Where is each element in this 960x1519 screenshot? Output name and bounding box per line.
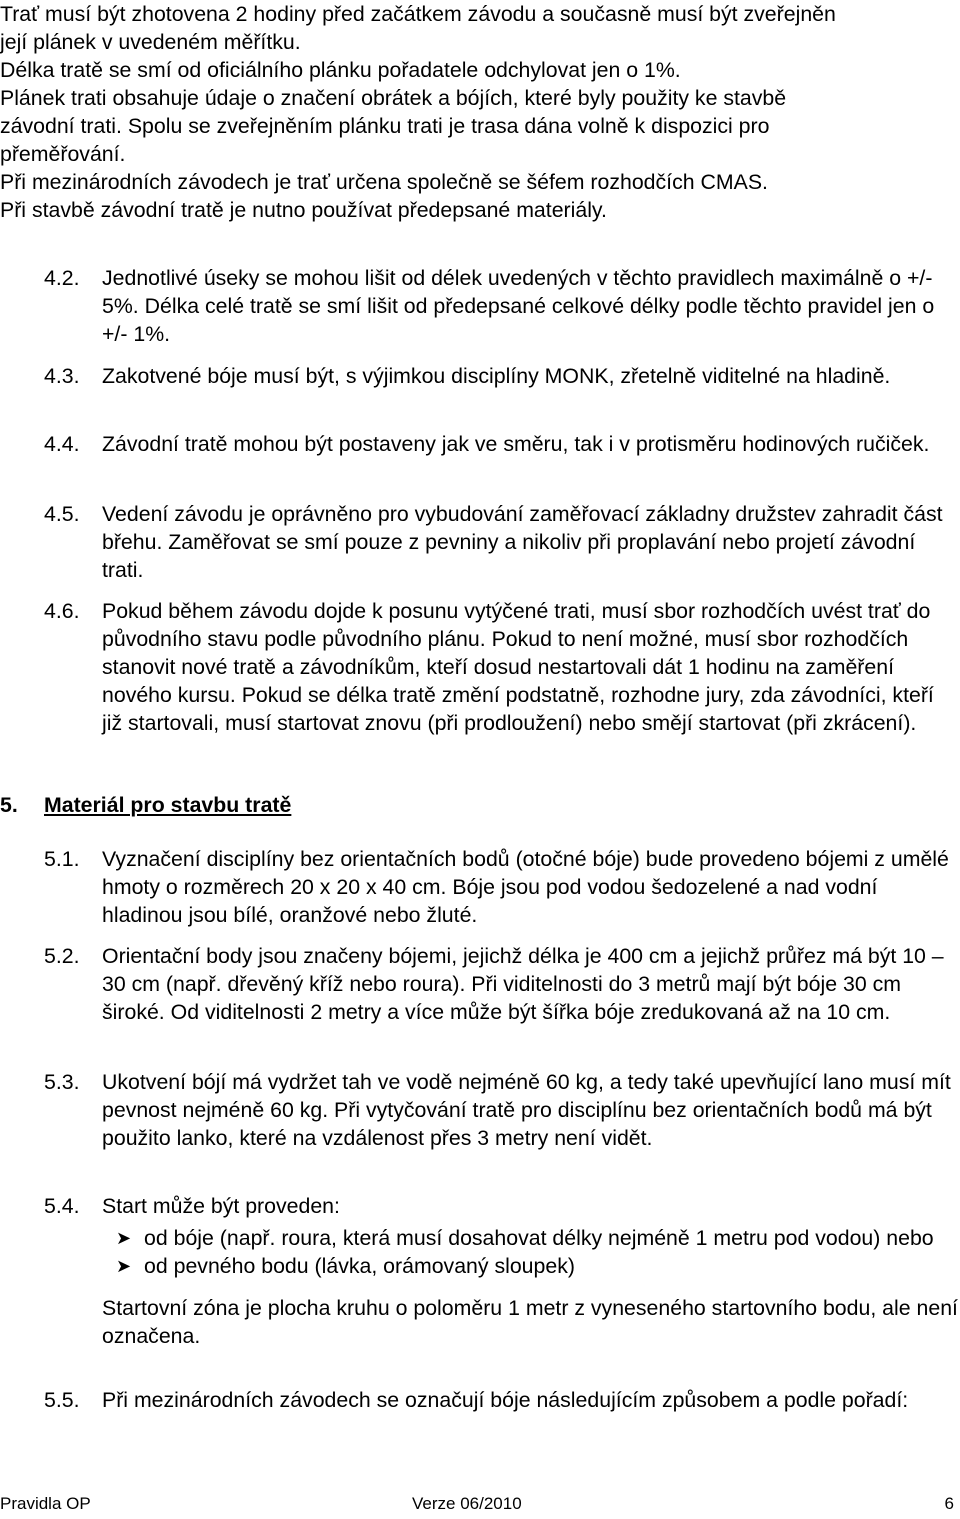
intro-paragraph: Délka tratě se smí od oficiálního plánku pořadatele odchylovat jen o 1%. — [0, 58, 681, 82]
section-item — [44, 264, 958, 348]
item-number: 5.1. — [44, 847, 80, 871]
item-number: 4.4. — [44, 432, 80, 456]
section-heading — [0, 791, 291, 819]
section-item — [44, 845, 958, 929]
arrow-bullet-icon: ➤ — [116, 1228, 132, 1248]
bullet-list — [102, 1224, 958, 1280]
item-number: 4.3. — [44, 364, 80, 388]
item-text: Závodní tratě mohou být postaveny jak ve směru, tak i v protisměru hodinových ručiček. — [102, 432, 930, 456]
item-number: 5.4. — [44, 1194, 80, 1218]
intro-paragraph: Plánek trati obsahuje údaje o značení obrátek a bójích, které byly použity ke stavbě závodní trati. Spolu se zveřejněním plánku trati je trasa dána volně k dispozici pro přeměřování. — [0, 86, 787, 166]
item-text: Jednotlivé úseky se mohou lišit od délek uvedených v těchto pravidlech maximálně o +/- 5%. Délka celé tratě se smí lišit od předepsané celkové délky podle těchto pravidel jen o +/- 1%. — [102, 266, 935, 346]
list-item — [102, 1252, 958, 1280]
item-text — [102, 1192, 958, 1350]
item-text: Vyznačení disciplíny bez orientačních bodů (otočné bóje) bude provedeno bójemi z umělé hmoty o rozměrech 20 x 20 x 40 cm. Bóje jsou pod vodou šedozelené a nad vodní hladinou jsou bílé, oranžové nebo žluté. — [102, 847, 949, 927]
item-followup-text: Startovní zóna je plocha kruhu o poloměru 1 metr z vyneseného startovního bodu, ale není označena. — [102, 1296, 958, 1348]
item-text: Vedení závodu je oprávněno pro vybudování zaměřovací základny družstev zahradit část břehu. Zaměřovat se smí pouze z pevniny a nikoliv při proplavání nebo projetí závodní trati. — [102, 502, 943, 582]
footer-page-number: 6 — [944, 1494, 954, 1513]
item-text: Orientační body jsou značeny bójemi, jejichž délka je 400 cm a jejichž průřez má být 10 – 30 cm (např. dřevěný kříž nebo roura). Při viditelnosti do 3 metrů mají být bóje 30 cm široké. Od viditelnosti 2 metry a více může být šířka bóje zredukovaná až na 10 cm. — [102, 944, 944, 1024]
list-item — [102, 1224, 958, 1252]
item-text: Ukotvení bójí má vydržet tah ve vodě nejméně 60 kg, a tedy také upevňující lano musí mít pevnost nejméně 60 kg. Při vytyčování tratě pro disciplínu bez orientačních bodů má být použito lanko, které na vzdálenost přes 3 metry není vidět. — [102, 1070, 951, 1150]
item-text: Pokud během závodu dojde k posunu vytýčené trati, musí sbor rozhodčích uvést trať do původního stavu podle původního plánu. Pokud to není možné, musí sbor rozhodčích stanovit nové tratě a závodníkům, kteří dosud nestartovali dát 1 hodinu na zaměření nového kursu. Pokud se délka tratě změní podstatně, rozhodne jury, zda závodníci, kteří již startovali, musí startovat znovu (při prodloužení) nebo smějí startovat (při zkrácení). — [102, 599, 934, 735]
item-number: 4.2. — [44, 266, 80, 290]
footer-document-name: Pravidla OP — [0, 1494, 91, 1513]
section-item — [44, 597, 958, 737]
intro-paragraph: Při mezinárodních závodech je trať určena společně se šéfem rozhodčích CMAS. — [0, 170, 768, 194]
item-number: 5.2. — [44, 944, 80, 968]
section-item — [44, 942, 958, 1026]
section-item — [44, 362, 958, 390]
item-number: 4.6. — [44, 599, 80, 623]
arrow-bullet-icon: ➤ — [116, 1256, 132, 1276]
item-number: 5.5. — [44, 1388, 80, 1412]
intro-paragraph: Při stavbě závodní tratě je nutno používat předepsané materiály. — [0, 198, 607, 222]
item-text: Zakotvené bóje musí být, s výjimkou disciplíny MONK, zřetelně viditelné na hladině. — [102, 364, 891, 388]
intro-block — [0, 0, 856, 224]
section-item — [44, 500, 958, 584]
heading-number: 5. — [0, 793, 18, 817]
section-item — [44, 1192, 958, 1350]
section-item — [44, 1068, 958, 1152]
section-item — [44, 1386, 958, 1414]
list-item-text: od bóje (např. roura, která musí dosahovat délky nejméně 1 metru pod vodou) nebo — [144, 1226, 934, 1250]
intro-paragraph: Trať musí být zhotovena 2 hodiny před začátkem závodu a současně musí být zveřejněn její plánek v uvedeném měřítku. — [0, 2, 836, 54]
item-number: 4.5. — [44, 502, 80, 526]
item-text: Při mezinárodních závodech se označují bóje následujícím způsobem a podle pořadí: — [102, 1388, 909, 1412]
list-item-text: od pevného bodu (lávka, orámovaný sloupek) — [144, 1254, 575, 1278]
footer-version: Verze 06/2010 — [412, 1494, 522, 1513]
heading-title: Materiál pro stavbu tratě — [44, 793, 292, 817]
item-lead-text: Start může být proveden: — [102, 1194, 340, 1218]
item-number: 5.3. — [44, 1070, 80, 1094]
section-item — [44, 430, 958, 458]
